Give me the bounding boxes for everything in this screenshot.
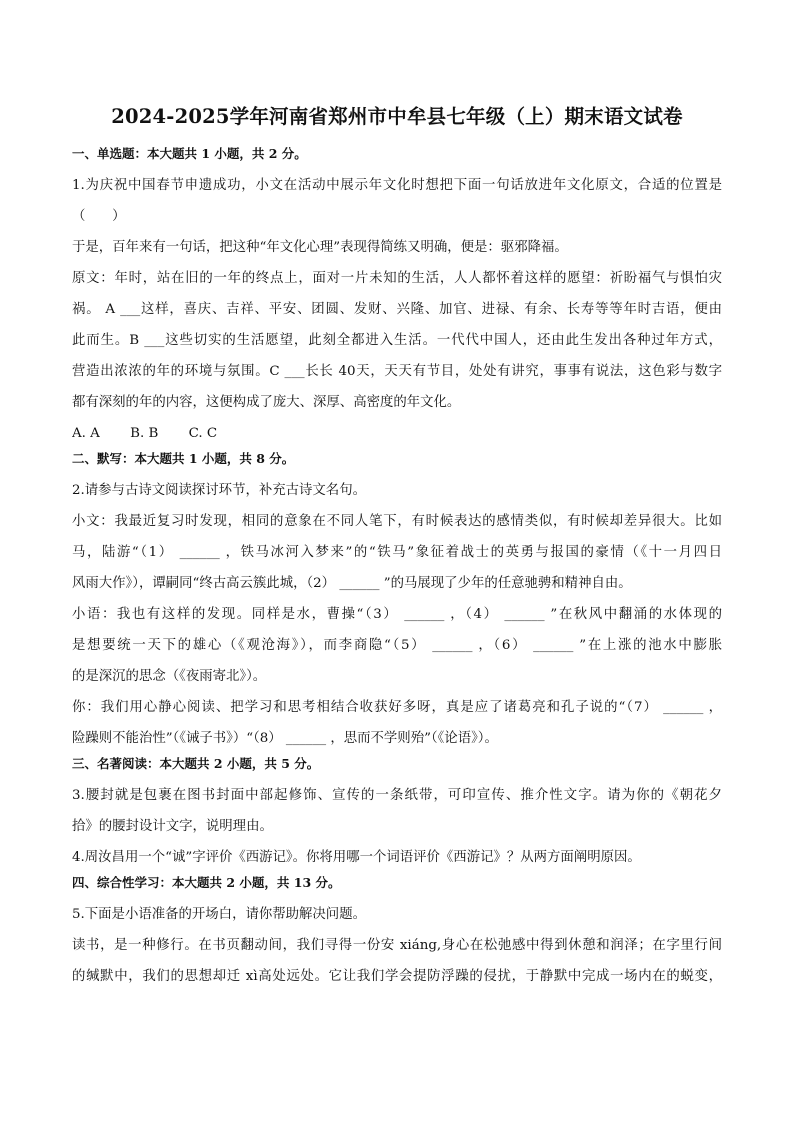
passage-line: 都有深刻的年的内容，这便构成了庞大、深厚、高密度的年文化。 [72, 395, 461, 410]
passage-line: 营造出浓浓的年的环境与氛围。C ___长长 40天，天天有节目，处处有讲究，事事有说法，这色彩与数字 [72, 364, 722, 379]
passage-line: 原文：年时，站在旧的一年的终点上，面对一片未知的生活，人人都怀着这样的愿望：祈盼福气与惧怕灾 [72, 271, 722, 286]
question-2-stem: 2.请参与古诗文阅读探讨环节，补充古诗文名句。 [72, 483, 366, 498]
question-5-stem: 5.下面是小语准备的开场白，请你帮助解决问题。 [72, 907, 366, 922]
question-4-stem: 4.周汝昌用一个“诚”字评价《西游记》。你将用哪一个词语评价《西游记》？从两方面阐明原因。 [72, 850, 641, 865]
dialogue-line: 你：我们用心静心阅读、把学习和思考相结合收获好多呀，真是应了诸葛亮和孔子说的“（7） ______ ， [72, 700, 722, 715]
dialogue-line: 风雨大作》），谭嗣同“终古高云簇此城，（2） ______ ”的马展现了少年的任意驰骋和精神自由。 [72, 576, 632, 591]
dialogue-line: 小文：我最近复习时发现，相同的意象在不同人笔下，有时候表达的感情类似，有时候却差异很大。比如 [72, 514, 722, 529]
section-heading: 四、综合性学习：本大题共 2 小题，共 13 分。 [72, 875, 341, 890]
question-1-options [72, 418, 722, 449]
question-1-stem: 1.为庆祝中国春节申遗成功，小文在活动中展示年文化时想把下面一句话放进年文化原文，合适的位置是 [72, 178, 722, 193]
question-3-stem: 3.腰封就是包裹在图书封面中部起修饰、宣传的一条纸带，可印宣传、推介性文字。请为你的《朝花夕 [72, 788, 722, 803]
section-heading: 三、名著阅读：本大题共 2 小题，共 5 分。 [72, 756, 320, 771]
page-title: 2024-2025学年河南省郑州市中牟县七年级（上）期末语文试卷 [111, 105, 683, 128]
option-a[interactable]: A. A [72, 426, 100, 441]
option-b[interactable]: B. B [130, 426, 159, 441]
passage-line: 的缄默中，我们的思想却迁 xì高处远处。它让我们学会提防浮躁的侵扰，于静默中完成一场内在的蜕变， [72, 969, 722, 984]
dialogue-line: 的是深沉的思念（《夜雨寄北》）。 [72, 669, 267, 684]
dialogue-line: 险躁则不能治性”（《诫子书》）“（8） ______ ，思而不学则殆”（《论语》）。 [72, 731, 498, 746]
section-comprehensive-study [72, 875, 722, 992]
passage-line: 此而生。B ___这些切实的生活愿望，此刻全都进入生活。一代代中国人，还由此生发出各种过年方式， [72, 333, 722, 348]
exam-content [72, 146, 722, 992]
dialogue-line: 是想要统一天下的雄心（《观沧海》），而李商隐“（5） ______ ，（6） ______ ”在上涨的池水中膨胀 [72, 638, 722, 653]
dialogue-line: 小语：我也有这样的发现。同样是水，曹操“（3） ______ ，（4） ______ ”在秋风中翻涌的水体现的 [72, 607, 722, 622]
section-heading: 一、单选题：本大题共 1 小题，共 2 分。 [72, 146, 307, 161]
question-1-sentence: 于是，百年来有一句话，把这种“年文化心理”表现得简练又明确，便是：驱邪降福。 [72, 240, 568, 255]
section-classics-reading [72, 756, 722, 873]
option-c[interactable]: C. C [188, 426, 218, 441]
section-dictation [72, 451, 722, 754]
passage-line: 祸。 A ___这样，喜庆、吉祥、平安、团圆、发财、兴隆、加官、进禄、有余、长寿等等年时吉语，便由 [72, 302, 722, 317]
question-3-stem-cont: 拾》的腰封设计文字，说明理由。 [72, 819, 273, 834]
section-heading: 二、默写：本大题共 1 小题，共 8 分。 [72, 451, 295, 466]
question-1-bracket: （ ） [72, 209, 126, 224]
passage-line: 读书，是一种修行。在书页翻动间，我们寻得一份安 xiáng,身心在松弛感中得到休憩和润泽；在字里行间 [72, 938, 722, 953]
section-single-choice [72, 146, 722, 449]
dialogue-line: 马，陆游“（1） ______ ，铁马冰河入梦来”的“铁马”象征着战士的英勇与报国的豪情（《十一月四日 [72, 545, 722, 560]
